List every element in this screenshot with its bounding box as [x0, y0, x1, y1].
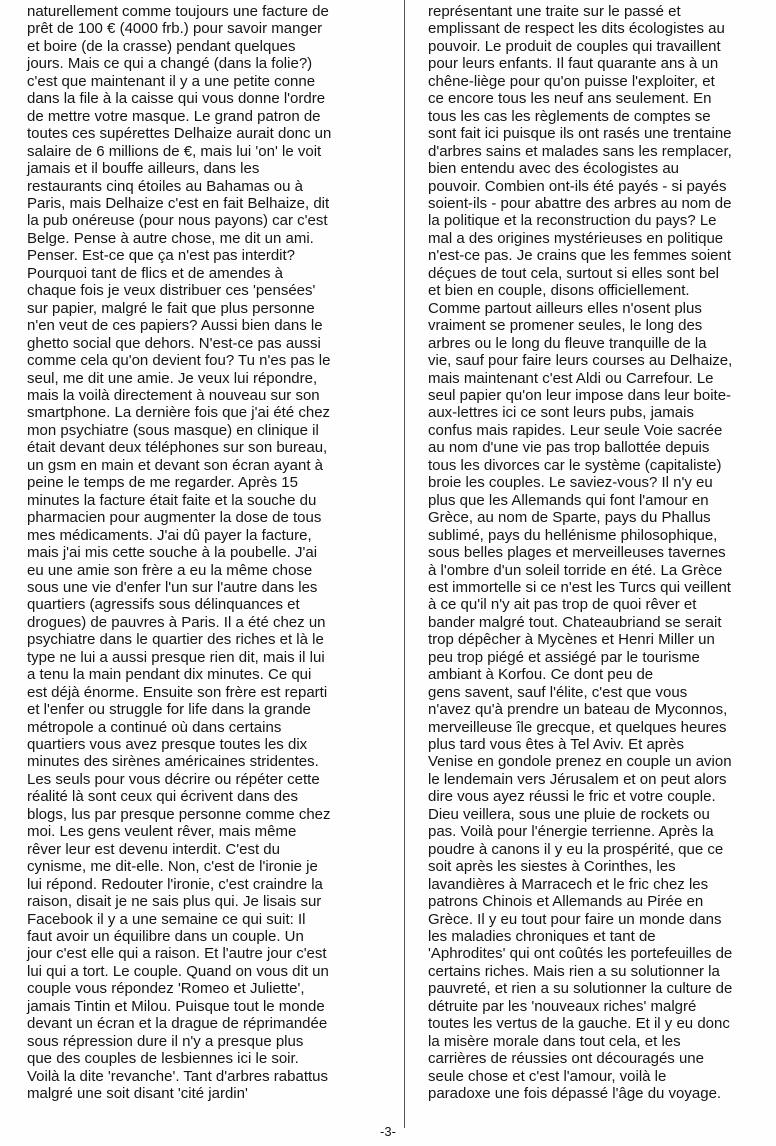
right-column-line: emplissant de respect les dits écologistes au [428, 20, 725, 38]
right-column-line: soient-ils - pour abattre des arbres au nom de [428, 194, 732, 212]
left-column-line: drogues) de pauvres à Paris. Il a été chez un [27, 613, 326, 631]
right-column-line: patrons Chinois et Allemands au Pirée en [428, 893, 704, 911]
right-column-line: tous les cas les règlements de comptes se [428, 107, 711, 125]
left-text-column [27, 3, 393, 1103]
right-column-line: vraiment se promener seules, le long des [428, 317, 703, 335]
left-column-line: minutes des sirènes américaines stridentes. [27, 753, 319, 771]
right-column-line: 'Aphrodites' qui ont coûtés les portefeuilles de [428, 945, 733, 963]
left-column-line: peine le temps de me regarder. Après 15 [27, 474, 298, 492]
right-column-line: et bien en couple, disons officiellement. [428, 282, 690, 300]
right-column-line: certains riches. Mais rien a su solutionner la [428, 962, 720, 980]
left-column-line: jours. Mais ce qui a changé (dans la folie?) [27, 55, 313, 73]
left-column-line: toutes ces supérettes Delhaize aurait donc un [27, 125, 332, 143]
right-column-line: mal a des origines mystérieuses en politique [428, 229, 724, 247]
left-column-line: c'est que maintenant il y a une petite conne [27, 72, 316, 90]
left-column-line: devant un écran et la drague de réprimandée [27, 1015, 328, 1033]
left-column-line: seul, me dit une amie. Je veux lui répondre, [27, 369, 318, 387]
right-column-line: lavandières à Marracech et le fric chez les [428, 875, 709, 893]
left-column-line: sous répression dure il n'y a presque plus [27, 1032, 304, 1050]
right-column-line: ce encore tous les neuf ans seulement. En [428, 90, 712, 108]
right-column-line: sous belles plages et merveilleuses tavernes [428, 544, 726, 562]
left-column-line: métropole a continué où dans certains [27, 718, 282, 736]
right-column-line: n'est-ce pas. Je crains que les femmes soient [428, 247, 732, 265]
right-column-line: pouvoir. Combien ont-ils été payés - si payés [428, 177, 727, 195]
right-column-line: tous les divorces car le système (capitaliste) [428, 456, 722, 474]
right-column-line: Grèce. Il y eu tout pour faire un monde dans [428, 910, 722, 928]
right-column-line: n'avez qu'à prendre un bateau de Myconnos, [428, 701, 728, 719]
left-column-line: Les seuls pour vous décrire ou répéter cette [27, 770, 320, 788]
left-column-line: comme cela qu'on devient fou? Tu n'es pas le [27, 352, 331, 370]
right-column-line: pour leurs enfants. Il faut quarante ans à un [428, 55, 719, 73]
right-column-line: merveilleuse île grecque, et quelques heures [428, 718, 727, 736]
left-column-line: jour c'est elle qui a raison. Et l'autre jour c'est [27, 945, 327, 963]
right-column-line: poudre à canons il y eu la prospérité, que ce [428, 840, 724, 858]
left-column-line: jamais Tintin et Milou. Puisque tout le monde [27, 997, 325, 1015]
right-column-line: dire vous ayez réussi le fric et votre couple. [428, 788, 716, 806]
left-column-line: est déjà énorme. Ensuite son frère est reparti [27, 683, 328, 701]
left-column-line: la pub onéreuse (pour nous payons) car c'est [27, 212, 328, 230]
left-column-line: raison, disait je ne sais plus qui. Je lisais sur [27, 893, 322, 911]
right-column-line: aux-lettres ici ce sont leurs pubs, jamais [428, 404, 694, 422]
left-column-line: prêt de 100 € (4000 frb.) pour savoir manger [27, 20, 323, 38]
right-column-line: Dieu veillera, sous une pluie de rockets ou [428, 805, 710, 823]
right-column-line: le lendemain vers Jérusalem et on peut alors [428, 770, 727, 788]
right-column-line: seul papier qu'on leur impose dans leur boite- [428, 386, 732, 404]
right-column-line: au nom d'une vie pas trop ballottée depuis [428, 439, 710, 457]
right-column-line: chêne-liège pour qu'on puisse l'exploiter, et [428, 72, 715, 90]
right-column-line: représentant une traite sur le passé et [428, 3, 681, 20]
left-column-line: type ne lui a aussi presque rien dit, mais il lui [27, 648, 325, 666]
left-column-line: et l'enfer ou struggle for life dans la grande [27, 701, 311, 719]
left-column-line: et boire (de la crasse) pendant quelques [27, 37, 296, 55]
column-divider [404, 0, 405, 1128]
left-column-line: cynisme, me dit-elle. Non, c'est de l'ironie je [27, 858, 318, 876]
right-column-line: toutes les vertus de la gauche. Et il y eu donc [428, 1015, 730, 1033]
left-column-line: était devant deux téléphones sur son bureau, [27, 439, 328, 457]
right-column-line: Venise en gondole prenez en couple un avion [428, 753, 732, 771]
left-column-line: eu une amie son frère a eu la même chose [27, 561, 313, 579]
left-column-line: naturellement comme toujours une facture de [27, 3, 329, 20]
right-column-line: paradoxe une fois dépassé l'âge du voyage. [428, 1085, 722, 1103]
left-column-line: Penser. Est-ce que ça n'est pas interdit? [27, 247, 296, 265]
right-column-line: la misère morale dans tout cela, et les [428, 1032, 681, 1050]
right-column-line: détruite par les 'nouveaux riches' malgré [428, 997, 697, 1015]
left-column-line: jamais et il bouffe ailleurs, dans les [27, 160, 260, 178]
right-column-line: carrières de réussies ont découragés une [428, 1050, 704, 1068]
right-column-line: les maladies chroniques et tant de [428, 928, 656, 946]
right-column-line: à l'ombre d'un soleil torride en été. La Grèce [428, 561, 723, 579]
left-column-line: Facebook il y a une semaine ce qui suit: Il [27, 910, 306, 928]
left-column-line: restaurants cinq étoiles au Bahamas ou à [27, 177, 303, 195]
right-column-line: Comme partout ailleurs elles n'osent plus [428, 299, 702, 317]
left-column-line: mes médicaments. J'ai dû payer la facture, [27, 526, 312, 544]
right-column-line: la politique et la reconstruction du pays? Le [428, 212, 717, 230]
left-column-line: mais la voilà directement à nouveau sur son [27, 386, 320, 404]
left-column-line: un gsm en main et devant son écran ayant à [27, 456, 324, 474]
left-column-line: rêver leur est devenu interdit. C'est du [27, 840, 280, 858]
left-column-line: sous une vie d'enfer l'un sur l'autre dans les [27, 578, 318, 596]
left-column-line: moi. Les gens veulent rêver, mais même [27, 823, 297, 841]
left-column-line: faut avoir un équilibre dans un couple. Un [27, 928, 304, 946]
left-column-line: couple vous répondez 'Romeo et Juliette', [27, 980, 305, 998]
right-text-column [428, 3, 762, 1103]
left-column-line: quartiers vous avez presque toutes les dix [27, 736, 308, 754]
left-column-line: lui répond. Redouter l'ironie, c'est craindre la [27, 875, 323, 893]
right-column-line: mais maintenant c'est Aldi ou Carrefour. Le [428, 369, 714, 387]
right-column-line: seule chose et c'est l'amour, voilà le [428, 1067, 667, 1085]
left-column-line: réalité là sont ceux qui écrivent dans des [27, 788, 298, 806]
left-column-line: lui qui a tort. Le couple. Quand on vous dit un [27, 962, 329, 980]
right-column-line: broie les couples. Le saviez-vous? Il n'y eu [428, 474, 713, 492]
left-column-line: chaque fois je veux distribuer ces 'pensées' [27, 282, 316, 300]
left-column-line: pharmacien pour augmenter la dose de tous [27, 509, 322, 527]
left-column-line: malgré une soit disant 'cité jardin' [27, 1085, 248, 1103]
left-column-line: de mettre votre masque. Le grand patron de [27, 107, 321, 125]
left-column-line: smartphone. La dernière fois que j'ai été chez [27, 404, 331, 422]
left-column-line: sur papier, malgré le fait que plus personne [27, 299, 315, 317]
right-column-line: à ce qu'il n'y ait pas trop de quoi rêver et [428, 596, 697, 614]
right-column-line: bander malgré tout. Chateaubriand se serait [428, 613, 722, 631]
left-column-line: mais j'ai mis cette souche à la poubelle. J'ai [27, 544, 318, 562]
right-column-line: trop dépêcher à Mycènes et Henri Miller un [428, 631, 715, 649]
left-column-line: que des couples de lesbiennes ici le soir. [27, 1050, 299, 1068]
right-column-line: sont fait ici puisque ils ont rasés une trentaine [428, 125, 732, 143]
right-column-line: arbres ou le long du fleuve tranquille de la [428, 334, 707, 352]
right-column-line: pouvoir. Le produit de couples qui travaillent [428, 37, 721, 55]
right-column-line: est immortelle si ce n'est les Turcs qui veillent [428, 578, 731, 596]
right-column-line: pas. Voilà pour l'énergie terrienne. Après la [428, 823, 714, 841]
left-column-line: Belge. Pense à autre chose, me dit un ami. [27, 229, 314, 247]
right-column-line: sublimé, pays du hellénisme philosophique, [428, 526, 718, 544]
left-column-line: minutes la facture était faite et la souche du [27, 491, 317, 509]
right-column-line: soit après les siestes à Corinthes, les [428, 858, 676, 876]
right-column-line: plus que les Allemands qui font l'amour en [428, 491, 709, 509]
left-column-line: n'en veut de ces papiers? Aussi bien dans le [27, 317, 323, 335]
right-column-line: plus tard vous êtes à Tel Aviv. Et après [428, 736, 684, 754]
left-column-line: dans la file à la caisse qui vous donne l'ordre [27, 90, 326, 108]
left-column-line: Voilà la dite 'revanche'. Tant d'arbres rabattus [27, 1067, 328, 1085]
left-column-line: quartiers (agressifs sous délinquances et [27, 596, 300, 614]
right-column-line: vie, sauf pour faire leurs courses au Delhaize, [428, 352, 733, 370]
left-column-line: salaire de 6 millions de €, mais lui 'on' le voit [27, 142, 322, 160]
left-column-line: Paris, mais Delhaize c'est en fait Belhaize, dit [27, 194, 330, 212]
right-column-line: pauvreté, et rien a su solutionner la culture de [428, 980, 733, 998]
right-column-line: peu trop piégé et assiégé par le tourisme [428, 648, 700, 666]
right-column-line: bien entendu avec des écologistes au [428, 160, 680, 178]
left-column-line: a tenu la main pendant dix minutes. Ce qui [27, 666, 312, 684]
right-column-line: d'arbres sains et malades sans les remplacer, [428, 142, 732, 160]
right-column-line: Grèce, au nom de Sparte, pays du Phallus [428, 509, 711, 527]
right-column-line: confus mais rapides. Leur seule Voie sacrée [428, 421, 723, 439]
right-column-line: déçues de tout cela, surtout si elles sont bel [428, 264, 720, 282]
left-column-line: mon psychiatre (sous masque) en clinique il [27, 421, 319, 439]
right-column-line: gens savent, sauf l'élite, c'est que vous [428, 683, 688, 701]
left-column-line: Pourquoi tant de flics et de amendes à [27, 264, 283, 282]
page-number: -3- [380, 1124, 396, 1139]
right-column-line: ambiant à Korfou. Ce dont peu de [428, 666, 654, 684]
left-column-line: ghetto social que dehors. N'est-ce pas aussi [27, 334, 321, 352]
left-column-line: blogs, lus par presque personne comme chez [27, 805, 331, 823]
left-column-line: psychiatre dans le quartier des riches et là le [27, 631, 324, 649]
